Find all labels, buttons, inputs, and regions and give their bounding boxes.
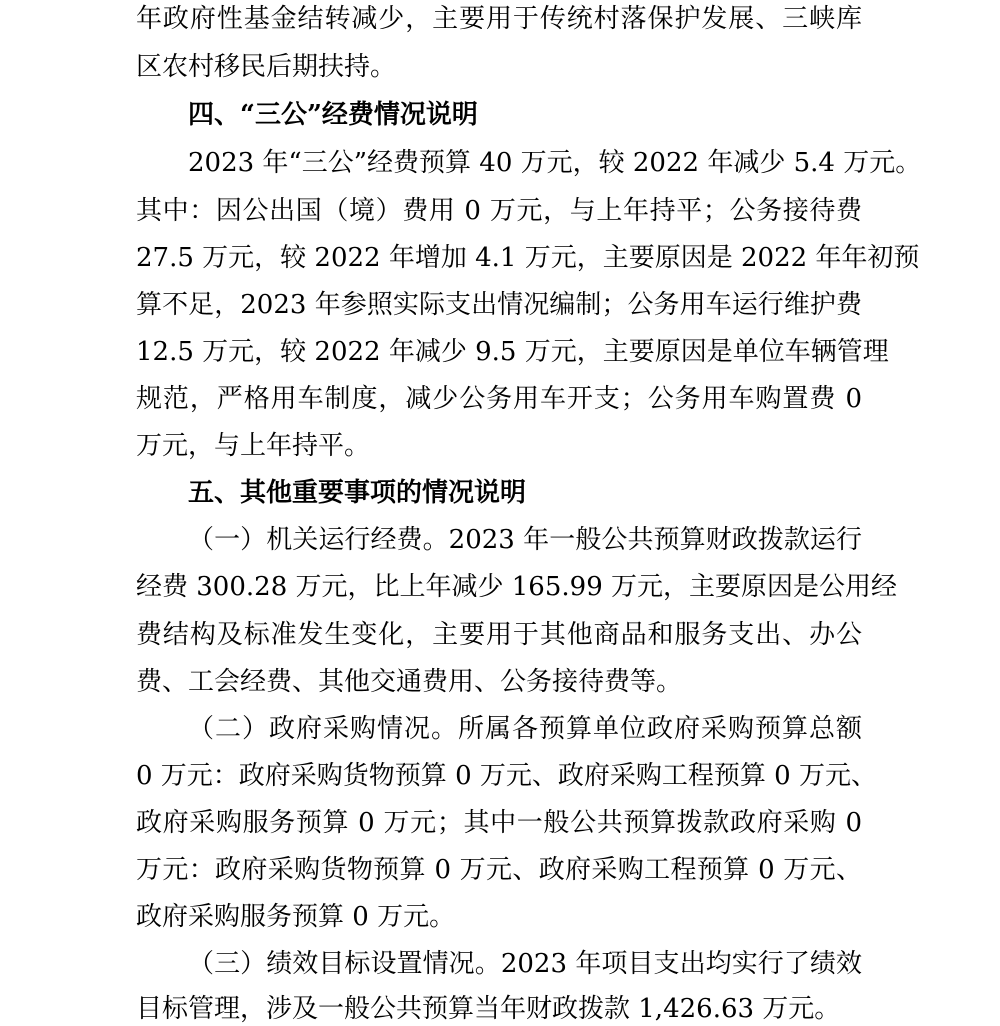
paragraph-line: 2023 年“三公”经费预算 40 万元，较 2022 年减少 5.4 万元。 xyxy=(188,148,922,178)
paragraph-line: 万元：政府采购货物预算 0 万元、政府采购工程预算 0 万元、 xyxy=(136,855,862,885)
paragraph-line: 年政府性基金结转减少，主要用于传统村落保护发展、三峡库 xyxy=(136,4,862,34)
paragraph-line: 27.5 万元，较 2022 年增加 4.1 万元，主要原因是 2022 年年初预 xyxy=(136,243,920,273)
paragraph-line: 政府采购服务预算 0 万元；其中一般公共预算拨款政府采购 0 xyxy=(136,808,862,838)
paragraph-line: 其中：因公出国（境）费用 0 万元，与上年持平；公务接待费 xyxy=(136,196,862,226)
paragraph-line: （三）绩效目标设置情况。2023 年项目支出均实行了绩效 xyxy=(188,949,862,979)
paragraph-line: 12.5 万元，较 2022 年减少 9.5 万元，主要原因是单位车辆管理 xyxy=(136,337,889,367)
paragraph-line: 费结构及标准发生变化，主要用于其他商品和服务支出、办公 xyxy=(136,620,862,650)
paragraph-line: （一）机关运行经费。2023 年一般公共预算财政拨款运行 xyxy=(188,525,862,555)
paragraph-line: 目标管理，涉及一般公共预算当年财政拨款 1,426.63 万元。 xyxy=(136,994,841,1024)
paragraph-line: 费、工会经费、其他交通费用、公务接待费等。 xyxy=(136,667,683,697)
section-heading-four: 四、“三公”经费情况说明 xyxy=(188,100,478,130)
paragraph-line: 规范，严格用车制度，减少公务用车开支；公务用车购置费 0 xyxy=(136,384,862,414)
paragraph-line: 0 万元：政府采购货物预算 0 万元、政府采购工程预算 0 万元、 xyxy=(136,761,877,791)
paragraph-line: 政府采购服务预算 0 万元。 xyxy=(136,902,456,932)
paragraph-line: （二）政府采购情况。所属各预算单位政府采购预算总额 xyxy=(188,714,862,744)
paragraph-line: 经费 300.28 万元，比上年减少 165.99 万元，主要原因是公用经 xyxy=(136,572,898,602)
paragraph-line: 区农村移民后期扶持。 xyxy=(136,52,397,82)
paragraph-line: 万元，与上年持平。 xyxy=(136,431,371,461)
section-heading-five: 五、其他重要事项的情况说明 xyxy=(188,478,527,508)
paragraph-line: 算不足，2023 年参照实际支出情况编制；公务用车运行维护费 xyxy=(136,290,862,320)
